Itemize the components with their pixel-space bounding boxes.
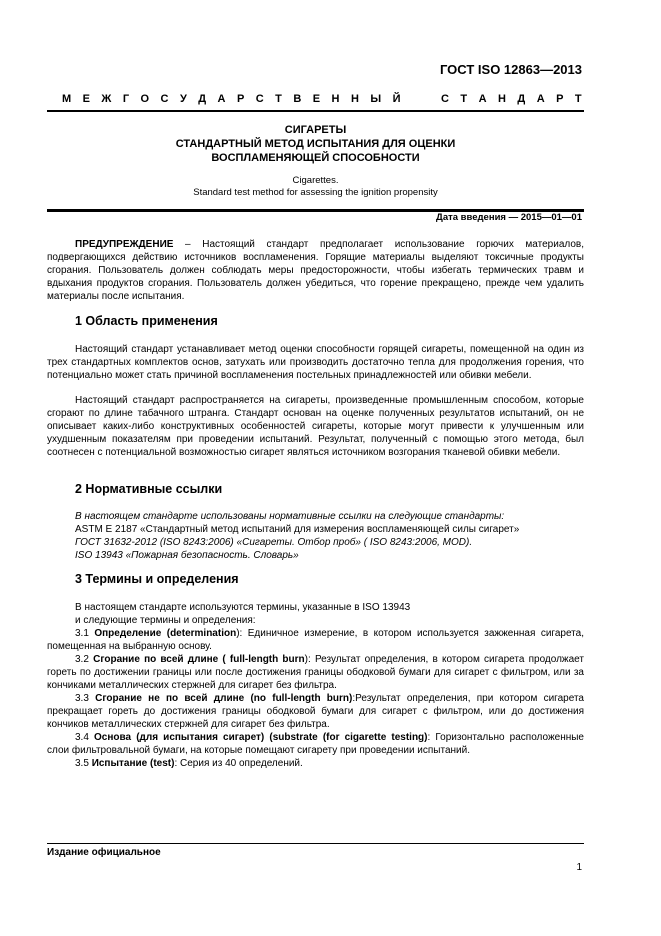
banner-letter: Р [236,93,245,105]
banner-letter: Р [556,93,564,105]
official-edition-label: Издание официальное [47,847,161,858]
banner-letter: Т [460,93,468,105]
reference-iso: ISO 13943 «Пожарная безопасность. Словарь» [75,550,299,561]
banner-letter: О [140,93,150,105]
reference-astm: ASTM E 2187 «Стандартный метод испытаний для измерения воспламеняющей силы сигарет» [75,524,520,535]
section-1-paragraph-2: Настоящий стандарт распространяется на сигареты, произведенные промышленным способом, которые сгорают по длине табачного штранга. Стандарт основан на оценке полученных результатов испытаний, он не описывает каких-либо конструктивных особенностей сигареты, которые могут привести к улучшенным или ухудшенным показателям при проведении испытаний. Результат, полученный с помощью этого метода, был соотнесен с потенциальной возможностью сигарет являться источником возгорания тканевой обивки мебели. [47,395,584,458]
introduction-date: Дата введения — 2015—01—01 [436,212,582,223]
term-3-2: 3.2 Сгорание по всей длине ( full-length burn): Результат определения, в котором сигарета продолжает гореть по достижении границы или после достижения границы ободковой бумаги для сигарет с фильтром, или за кончиками металлических стержней для сигарет без фильтра. [47,654,584,691]
document-id: ГОСТ ISO 12863—2013 [439,62,582,77]
interstate-standard-banner [62,93,582,105]
banner-letter: С [440,93,449,105]
title-line-2: СТАНДАРТНЫЙ МЕТОД ИСПЫТАНИЯ ДЛЯ ОЦЕНКИ [175,138,456,150]
header-rule [47,110,584,112]
banner-letter: Т [275,93,282,105]
english-title-line-2: Standard test method for assessing the ignition propensity [193,187,438,198]
reference-gost: ГОСТ 31632-2012 (ISO 8243:2006) «Сигареты. Отбор проб» ( ISO 8243:2006, MOD). [75,537,473,548]
terms-intro-2: и следующие термины и определения: [75,615,256,626]
english-title [47,175,584,199]
title-line-3: ВОСПЛАМЕНЯЮЩЕЙ СПОСОБНОСТИ [211,152,420,164]
banner-letter: Н [350,93,359,105]
banner-letter: А [478,93,487,105]
english-title-line-1: Cigarettes. [292,175,339,186]
title-line-1: СИГАРЕТЫ [284,124,347,136]
term-3-5: 3.5 Испытание (test): Серия из 40 определений. [75,758,303,769]
references-intro: В настоящем стандарте использованы нормативные ссылки на следующие стандарты: [75,511,505,522]
terms-intro-1: В настоящем стандарте используются термины, указанные в ISO 13943 [75,602,411,613]
term-3-1: 3.1 Определение (determination): Единичное измерение, в котором используется зажженная сигарета, помещенная на выбранную основу. [47,628,584,652]
banner-letter: С [255,93,264,105]
term-3-3: 3.3 Сгорание не по всей длине (no full-length burn):Результат определения, при котором сигарета прекращает гореть до достижения границы ободковой бумаги для сигарет с фильтром, или до достижения кончиков металлических стержней для сигарет без фильтра. [47,693,584,730]
banner-letter: Ы [370,93,382,105]
banner-letter: А [536,93,545,105]
warning-label: ПРЕДУПРЕЖДЕНИЕ [75,239,174,250]
section-3-body [47,601,584,770]
term-3-4: 3.4 Основа (для испытания сигарет) (substrate (for cigarette testing): Горизонтально расположенные слои фильтровальной бумаги, на которые помещают сигарету при проведении испытаний. [47,732,584,756]
section-2-heading: 2 Нормативные ссылки [75,482,223,496]
banner-letter: Е [312,93,321,105]
banner-letter: Д [198,93,207,105]
section-2-refs [47,510,584,562]
page-number: 1 [576,862,582,873]
warning-text: – Настоящий стандарт предполагает использование горючих материалов, подвергающихся действию источников воспламенения. Горящие материалы выделяют токсичные продукты сгорания. Пользователь должен соблюдать меры предосторожности, чтобы избегать термических травм и вдыхания продуктов сгорания. Пользователь должен убедиться, что горение прекращено, прежде чем удалить материалы после испытания. [47,239,584,302]
banner-letter: Т [574,93,582,105]
section-1-paragraph-1: Настоящий стандарт устанавливает метод оценки способности горящей сигареты, помещенной на один из трех стандартных комплектов основ, затухать или производить достаточно тепла для продолжения горения, что потенциально может стать причиной воспламенения постельных принадлежностей или обивки мебели. [47,344,584,381]
section-3-heading: 3 Термины и определения [75,572,239,586]
banner-letter: С [160,93,169,105]
title-block [47,123,584,199]
banner-letter [426,93,429,105]
banner-letter [412,93,415,105]
warning-paragraph [47,238,584,303]
banner-letter: Д [517,93,526,105]
banner-letter: Й [392,93,401,105]
banner-letter: Ж [101,93,112,105]
banner-letter: М [62,93,72,105]
banner-letter: В [293,93,302,105]
banner-letter: А [217,93,226,105]
section-1-heading: 1 Область применения [75,314,218,328]
footer-rule [47,843,584,844]
banner-letter: У [179,93,187,105]
banner-letter: Н [331,93,340,105]
banner-letter: Е [82,93,90,105]
banner-letter: Г [122,93,130,105]
banner-letter: Н [497,93,506,105]
